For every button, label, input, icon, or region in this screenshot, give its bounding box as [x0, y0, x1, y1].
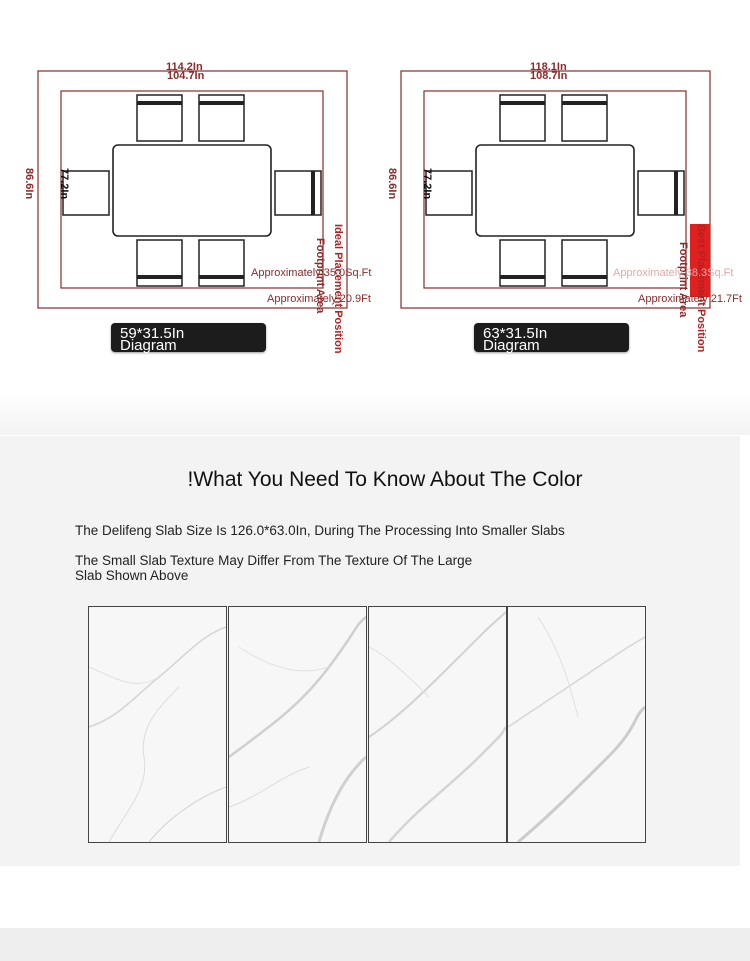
color-section-title: !What You Need To Know About The Color — [187, 468, 583, 491]
approx-length-text: Approximately 20.9Ft — [267, 293, 371, 305]
slab-size-note: The Delifeng Slab Size Is 126.0*63.0In, During The Processing Into Smaller Slabs — [75, 523, 565, 538]
outer-height-label: 86.6In — [386, 168, 398, 200]
footprint-area-label: Footprint Area — [314, 238, 326, 314]
table-size-badge — [111, 323, 266, 352]
diagram-text: Diagram — [120, 337, 177, 354]
approx-area-text: Approximately 35.0Sq.Ft — [251, 267, 372, 279]
approx-length-text: Approximately 21.7Ft — [638, 293, 742, 305]
outer-height-label: 86.6In — [23, 168, 35, 200]
inner-width-label: 108.7In — [530, 70, 568, 82]
outer-width-label: 118.1In — [530, 61, 567, 73]
marble-slab-2 — [228, 606, 367, 843]
table-size-badge — [474, 323, 629, 352]
inner-height-label: 77.2In — [58, 168, 70, 200]
marble-slab-1 — [88, 606, 227, 843]
spacer — [0, 866, 750, 928]
layout-diagram-1 — [0, 0, 375, 420]
inner-height-label: 77.2In — [421, 168, 433, 200]
marble-slab-3 — [368, 606, 507, 843]
texture-note-line2: Slab Shown Above — [75, 568, 189, 583]
placement-position-label: Ideal Placement Position — [332, 224, 344, 354]
approx-area-text: Approximately 38.3Sq.Ft — [613, 267, 734, 279]
inner-width-label: 104.7In — [167, 70, 205, 82]
table-size-text: 59*31.5In — [120, 325, 185, 342]
footprint-area-label: Footprint Area — [677, 242, 689, 318]
diagram-text: Diagram — [483, 337, 540, 354]
bottom-band — [0, 928, 750, 961]
outer-width-label: 114.2In — [166, 61, 203, 73]
table-size-text: 63*31.5In — [483, 325, 548, 342]
placement-position-label: Best Placement Position — [695, 224, 707, 353]
texture-note-line1: The Small Slab Texture May Differ From The Texture Of The Large — [75, 553, 473, 568]
marble-slab-4 — [507, 606, 646, 843]
layout-diagram-2 — [363, 0, 742, 420]
